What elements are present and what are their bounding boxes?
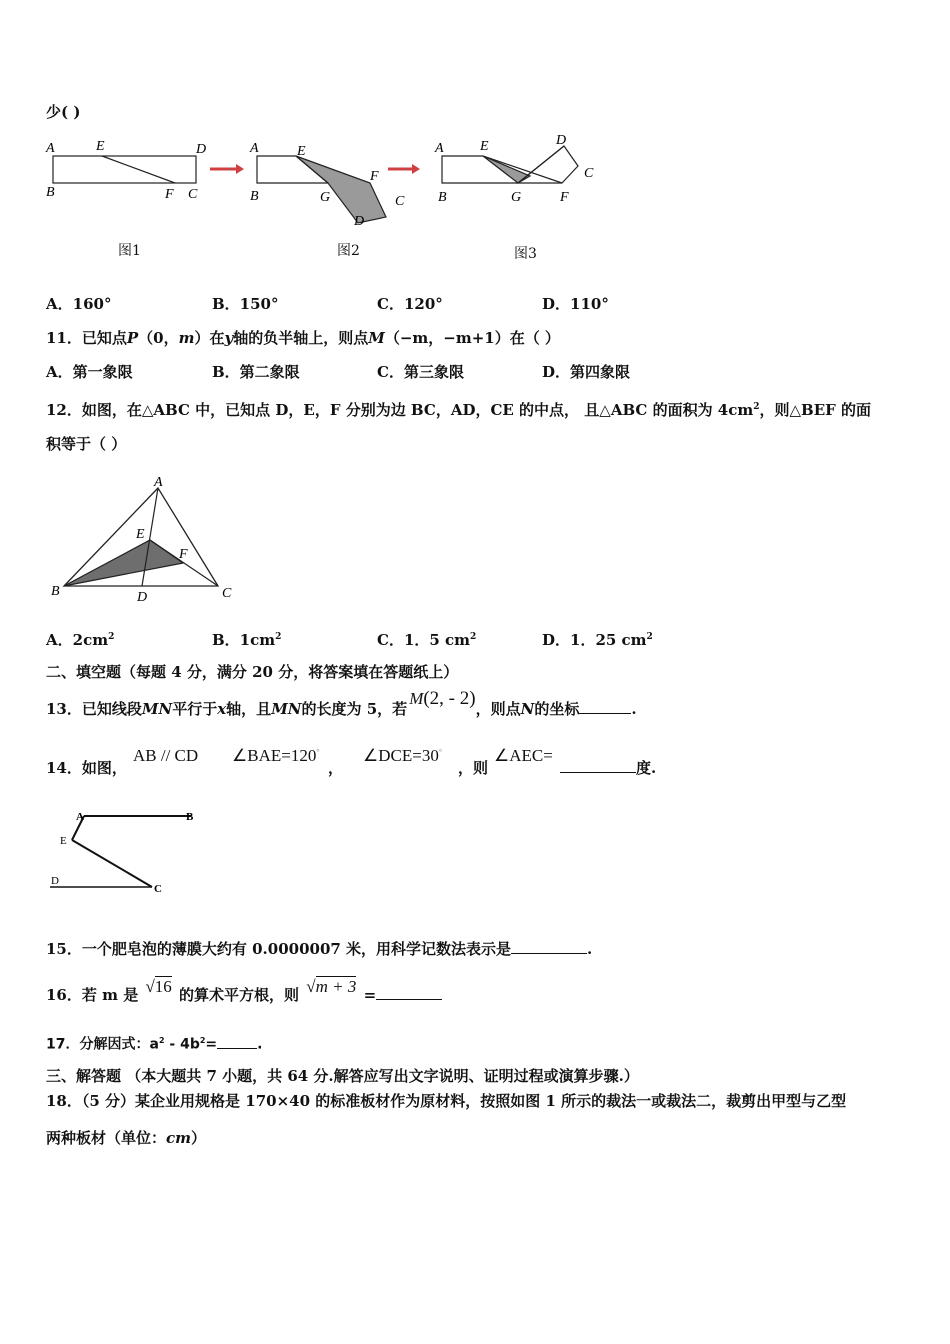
- q12-stem-line1: 12．如图，在△ABC 中，已知点 D，E，F 分别为边 BC，AD，CE 的中点， 且△ABC 的面积为 $4cm^2$，则△BEF 的面: [46, 401, 872, 419]
- fig3-label-a: A: [435, 141, 444, 156]
- q10-tail: 少( ): [46, 103, 81, 121]
- fig1-label-d: D: [196, 142, 207, 157]
- q17-answer-blank[interactable]: [217, 1034, 257, 1049]
- section-3-heading: 三、解答题 （本大题共 7 小题，共 64 分.解答应写出文字说明、证明过程或演算步骤.）: [46, 1067, 639, 1085]
- q13-stem: 13．已知线段MN平行于x轴，且MN的长度为 5，若M(2, - 2)，则点N的坐标 .: [46, 688, 637, 718]
- section-2-heading: 二、填空题（每题 4 分，满分 20 分，将答案填在答题纸上）: [46, 663, 459, 681]
- fig3-label-b: B: [438, 190, 447, 205]
- q10-option-d: D．110°: [542, 295, 609, 313]
- q16-answer-blank[interactable]: [376, 985, 442, 1000]
- q10-option-a: A．160°: [46, 295, 112, 313]
- q12-label-e: E: [136, 527, 145, 542]
- fig3-label-f: F: [560, 190, 569, 205]
- q15-answer-blank[interactable]: [511, 939, 587, 954]
- q11-option-c: C．第三象限: [377, 363, 464, 381]
- fig2-shaded-flap: [296, 156, 386, 223]
- q14-label-e: E: [60, 835, 67, 847]
- fig2-label-a: A: [250, 141, 259, 156]
- q12-option-c: C．1．5 $cm^2$: [377, 631, 477, 649]
- q11-option-d: D．第四象限: [542, 363, 631, 381]
- fig1-label-c: C: [188, 187, 198, 202]
- q14-cond-dce: ∠DCE=30°: [363, 746, 443, 765]
- q14-then: ，则: [458, 759, 489, 777]
- segment-ec: [72, 840, 152, 887]
- q12-option-d: D．1．25 $cm^2$: [542, 631, 653, 649]
- q17-stem: 17．分解因式：$a^2 - 4b^2=$ .: [46, 1031, 262, 1055]
- q14-label-b: B: [186, 811, 194, 823]
- q12-label-c: C: [222, 586, 232, 601]
- fig1-label-b: B: [46, 185, 55, 200]
- fig3-fold-edge: [518, 146, 564, 183]
- q14-label-a: A: [76, 811, 84, 823]
- fig2-label-f: F: [370, 169, 379, 184]
- fig2-caption: 图2: [337, 243, 360, 259]
- q18-stem-line2: 两种板材（单位：cm）: [46, 1129, 207, 1147]
- fig1-label-a: A: [46, 141, 55, 156]
- shaded-triangle-bef: [64, 540, 183, 586]
- fig1-label-e: E: [96, 139, 105, 154]
- q14-answer-blank[interactable]: [560, 758, 636, 773]
- fig2-label-d: D: [354, 214, 365, 229]
- arrow-1-head: [236, 164, 244, 174]
- q14-cond-parallel: AB // CD: [133, 746, 199, 765]
- q12-stem-line2: 积等于（ ）: [46, 435, 127, 453]
- q12-label-d: D: [137, 590, 148, 605]
- q14-label-c: C: [154, 883, 162, 895]
- q16-sqrt-m-plus-3: √m + 3: [306, 977, 357, 996]
- q14-cond-bae: ∠BAE=120°: [232, 746, 320, 765]
- q10-option-c: C．120°: [377, 295, 443, 313]
- fig1-rect: [53, 156, 196, 183]
- q12-label-a: A: [154, 475, 163, 490]
- q12-triangle-figure: [44, 474, 244, 609]
- q11-option-b: B．第二象限: [212, 363, 300, 381]
- fig2-label-e: E: [297, 144, 306, 159]
- q12-label-f: F: [179, 547, 188, 562]
- fig3-label-g: G: [511, 190, 522, 205]
- q11-stem: 11．已知点P（0，m）在y轴的负半轴上，则点M（−m，−m+1）在（ ）: [46, 329, 560, 347]
- q18-stem-line1: 18．（5 分）某企业用规格是 170×40 的标准板材作为原材料，按照如图 1 所示的裁法一或裁法二，裁剪出甲型与乙型: [46, 1092, 847, 1110]
- q11-option-a: A．第一象限: [46, 363, 133, 381]
- fig2-label-b: B: [250, 189, 259, 204]
- q14-angle-aec: ∠AEC=: [494, 746, 553, 765]
- q15-stem: 15．一个肥皂泡的薄膜大约有 0.0000007 米，用科学记数法表示是 .: [46, 940, 593, 958]
- q12-option-b: B．$1cm^2$: [212, 631, 282, 649]
- fig3-caption: 图3: [514, 246, 537, 262]
- q14-figure: [46, 804, 226, 899]
- fig1-label-f: F: [165, 187, 174, 202]
- q10-option-b: B．150°: [212, 295, 279, 313]
- fig2-label-g: G: [320, 190, 331, 205]
- q13-answer-blank[interactable]: [579, 699, 631, 714]
- q16-stem: 16．若 m 是 √16 的算术平方根，则 √m + 3 =: [46, 985, 442, 1005]
- fig3-label-d: D: [556, 133, 567, 148]
- arrow-2-head: [412, 164, 420, 174]
- q12-label-b: B: [51, 584, 60, 599]
- fig1-caption: 图1: [118, 243, 141, 259]
- fig3-label-e: E: [480, 139, 489, 154]
- q16-sqrt-16: √16: [145, 977, 172, 996]
- q12-option-a: A．$2cm^2$: [46, 631, 115, 649]
- fig2-label-c: C: [395, 194, 405, 209]
- q14-label: 14．如图，: [46, 759, 127, 777]
- q14-answer: 度.: [560, 758, 656, 778]
- fig3-label-c: C: [584, 166, 594, 181]
- fig1-fold-line: [102, 156, 175, 183]
- q14-label-d: D: [51, 875, 59, 887]
- q14-comma: ，: [328, 759, 344, 777]
